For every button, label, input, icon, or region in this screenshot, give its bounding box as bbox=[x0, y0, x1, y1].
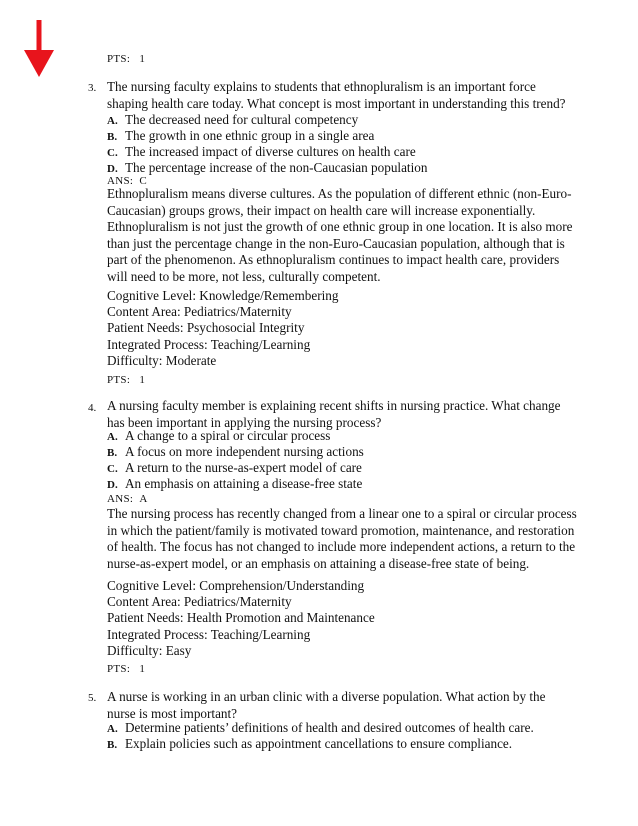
red-down-arrow-icon bbox=[22, 20, 56, 78]
answer-label: ANS: C bbox=[107, 175, 147, 187]
choice-a: A. Determine patients’ definitions of health and desired outcomes of health care. bbox=[107, 720, 534, 735]
pts-label: PTS: 1 bbox=[107, 663, 146, 675]
question-number: 3. bbox=[88, 82, 97, 94]
pts-label: PTS: 1 bbox=[107, 53, 146, 65]
choice-b: B. Explain policies such as appointment cancellations to ensure compliance. bbox=[107, 736, 513, 751]
rationale-text: The nursing process has recently changed from a linear one to a spiral or circular process in which the patient/family is motivated toward promotion, maintenance, and restoration of health. The focus has not changed to include more independent actions, a return to the nurse-as-expert model, or an emphasis on attaining a disease-free state of being. bbox=[107, 506, 577, 571]
question-text: A nursing faculty member is explaining recent shifts in nursing practice. What change has been important in applying the nursing process? bbox=[107, 398, 561, 430]
choice-b: B. The growth in one ethnic group in a single area bbox=[107, 128, 375, 143]
difficulty: Difficulty: Easy bbox=[107, 642, 192, 658]
choice-a: A. The decreased need for cultural competency bbox=[107, 112, 359, 127]
question-metadata bbox=[107, 578, 375, 659]
answer-label: ANS: A bbox=[107, 493, 148, 505]
difficulty: Difficulty: Moderate bbox=[107, 352, 217, 368]
question-number: 4. bbox=[88, 402, 97, 414]
choice-d: D. The percentage increase of the non-Caucasian population bbox=[107, 160, 428, 175]
choice-b: B. A focus on more independent nursing actions bbox=[107, 444, 364, 459]
choice-a: A. A change to a spiral or circular process bbox=[107, 428, 331, 443]
integrated-process: Integrated Process: Teaching/Learning bbox=[107, 626, 311, 642]
integrated-process: Integrated Process: Teaching/Learning bbox=[107, 336, 311, 352]
content-area: Content Area: Pediatrics/Maternity bbox=[107, 304, 292, 320]
question-text: The nursing faculty explains to students that ethnopluralism is an important force shaping health care today. What concept is most important in understanding this trend? bbox=[107, 79, 566, 111]
choice-c: C. The increased impact of diverse cultures on health care bbox=[107, 144, 416, 159]
choice-d: D. An emphasis on attaining a disease-free state bbox=[107, 476, 363, 491]
pts-label: PTS: 1 bbox=[107, 374, 146, 386]
cognitive-level: Cognitive Level: Knowledge/Remembering bbox=[107, 288, 339, 303]
choice-c: C. A return to the nurse-as-expert model of care bbox=[107, 460, 362, 475]
patient-needs: Patient Needs: Health Promotion and Maintenance bbox=[107, 610, 375, 626]
cognitive-level: Cognitive Level: Comprehension/Understanding bbox=[107, 578, 365, 593]
rationale-text: Ethnopluralism means diverse cultures. As the population of different ethnic (non-Euro-Caucasian) groups grows, their impact on health care will increase exponentially. Ethnopluralism is not just the growth of one ethnic group in one location. It is also more than just the percentage change in the non-Euro-Caucasian population, although that is part of the phenomenon. As ethnopluralism continues to impact health care, providers will need to be more, not less, culturally competent. bbox=[107, 186, 573, 284]
question-metadata bbox=[107, 288, 338, 369]
patient-needs: Patient Needs: Psychosocial Integrity bbox=[107, 320, 305, 336]
question-text: A nurse is working in an urban clinic with a diverse population. What action by the nurse is most important? bbox=[107, 689, 546, 721]
question-number: 5. bbox=[88, 692, 97, 704]
content-area: Content Area: Pediatrics/Maternity bbox=[107, 594, 292, 610]
